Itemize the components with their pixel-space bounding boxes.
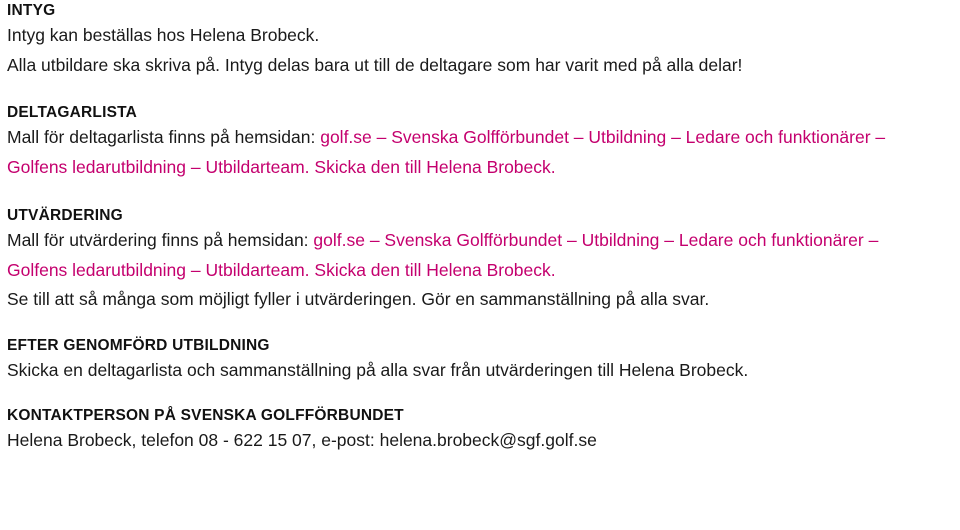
efter-line-1: Skicka en deltagarlista och sammanställning på alla svar från utvärderingen till Helena Brobeck. — [7, 359, 749, 380]
deltagarlista-line-1 — [7, 123, 960, 153]
section-deltagarlista — [7, 103, 960, 182]
section-utvardering — [7, 206, 960, 315]
intyg-line-2: Alla utbildare ska skriva på. Intyg delas bara ut till de deltagare som har varit med på alla delar! — [7, 54, 743, 75]
utvardering-prefix: Mall för utvärdering finns på hemsidan: — [7, 230, 314, 250]
deltagarlista-link-path-continued[interactable]: Golfens ledarutbildning – Utbildarteam. Skicka den till Helena Brobeck. — [7, 156, 556, 177]
section-intyg — [7, 0, 960, 80]
intyg-line-1: Intyg kan beställas hos Helena Brobeck. — [7, 25, 320, 45]
utvardering-line-1 — [7, 226, 960, 256]
section-kontakt — [7, 406, 960, 456]
section-heading-utvardering: UTVÄRDERING — [7, 207, 123, 224]
section-heading-intyg: INTYG — [7, 2, 56, 19]
kontakt-line-1: Helena Brobeck, telefon 08 - 622 15 07, e-post: helena.brobeck@sgf.golf.se — [7, 430, 597, 450]
utvardering-link-path-continued[interactable]: Golfens ledarutbildning – Utbildarteam. Skicka den till Helena Brobeck. — [7, 259, 556, 280]
section-heading-efter: EFTER GENOMFÖRD UTBILDNING — [7, 336, 270, 354]
deltagarlista-link-path[interactable]: golf.se – Svenska Golfförbundet – Utbildning – Ledare och funktionärer – — [320, 127, 886, 147]
section-heading-deltagarlista: DELTAGARLISTA — [7, 104, 138, 121]
section-efter — [7, 336, 960, 386]
deltagarlista-prefix: Mall för deltagarlista finns på hemsidan: — [7, 127, 321, 147]
utvardering-line-3: Se till att så många som möjligt fyller i utvärderingen. Gör en sammanställning på alla svar. — [7, 289, 710, 309]
section-heading-kontakt: KONTAKTPERSON PÅ SVENSKA GOLFFÖRBUNDET — [7, 407, 404, 424]
utvardering-link-path[interactable]: golf.se – Svenska Golfförbundet – Utbildning – Ledare och funktionärer – — [313, 230, 879, 250]
